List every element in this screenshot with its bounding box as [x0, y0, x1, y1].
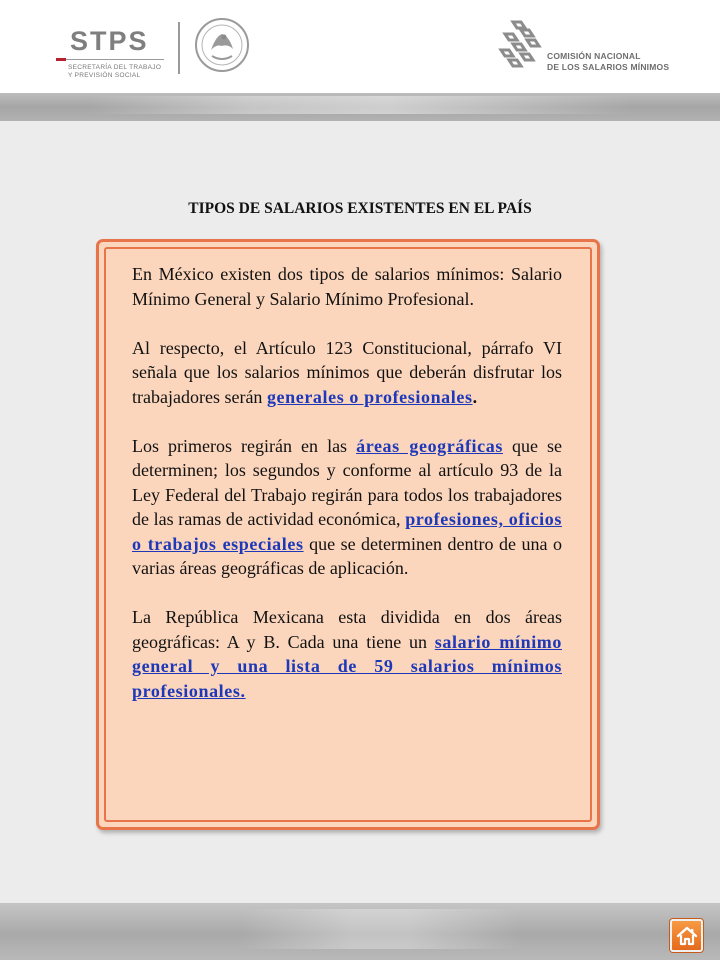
- logo-divider: [178, 22, 180, 74]
- paragraph-4: La República Mexicana esta dividida en dos áreas geográficas: A y B. Cada una tiene un salario mínimo general y una lista de 59 salarios mínimos profesionales.: [132, 607, 562, 701]
- paragraph-1: En México existen dos tipos de salarios mínimos: Salario Mínimo General y Salario Mínimo Profesional.: [132, 264, 562, 309]
- stps-logo-accent: [56, 58, 66, 61]
- salario-minimo-general-link[interactable]: salario mínimo general y una lista de 59 salarios mínimos profesionales.: [132, 631, 562, 701]
- areas-geograficas-link[interactable]: áreas geográficas: [356, 435, 503, 456]
- top-band: [0, 93, 720, 121]
- content-text: [132, 262, 562, 728]
- cnsm-logo: [497, 16, 697, 88]
- paragraph-3: Los primeros regirán en las áreas geográficas que se determinen; los segundos y conforme al artículo 93 de la Ley Federal del Trabajo regirán para todos los trabajadores de las ramas de actividad económica, profesiones, oficios o trabajos especiales que se determinen dentro de una o varias áreas geográficas de aplicación.: [132, 435, 562, 578]
- stps-logo-subtitle-1: SECRETARÍA DEL TRABAJO: [68, 64, 162, 71]
- profesiones-oficios-link[interactable]: profesiones, oficios o trabajos especiales: [132, 509, 562, 554]
- cnsm-logo-mark-icon: [497, 16, 545, 80]
- paragraph-2: Al respecto, el Artículo 123 Constitucional, párrafo VI señala que los salarios mínimos que deberán disfrutar los trabajadores serán generales o profesionales.: [132, 337, 562, 407]
- cnsm-logo-line-2: DE LOS SALARIOS MÍNIMOS: [547, 62, 670, 72]
- home-button[interactable]: [670, 919, 703, 952]
- stps-logo-title: STPS: [70, 26, 149, 56]
- generales-o-profesionales-link[interactable]: generales o profesionales: [266, 386, 473, 407]
- stps-logo-subtitle-2: Y PREVISIÓN SOCIAL: [68, 72, 141, 79]
- mexico-seal-icon: [194, 16, 250, 74]
- page-title: TIPOS DE SALARIOS EXISTENTES EN EL PAÍS: [188, 200, 532, 217]
- bottom-band: [0, 903, 720, 960]
- cnsm-logo-line-1: COMISIÓN NACIONAL: [547, 51, 641, 61]
- home-icon: [676, 925, 698, 947]
- stps-logo: [52, 22, 172, 78]
- header: [0, 0, 720, 93]
- stps-logo-rule: [56, 59, 164, 60]
